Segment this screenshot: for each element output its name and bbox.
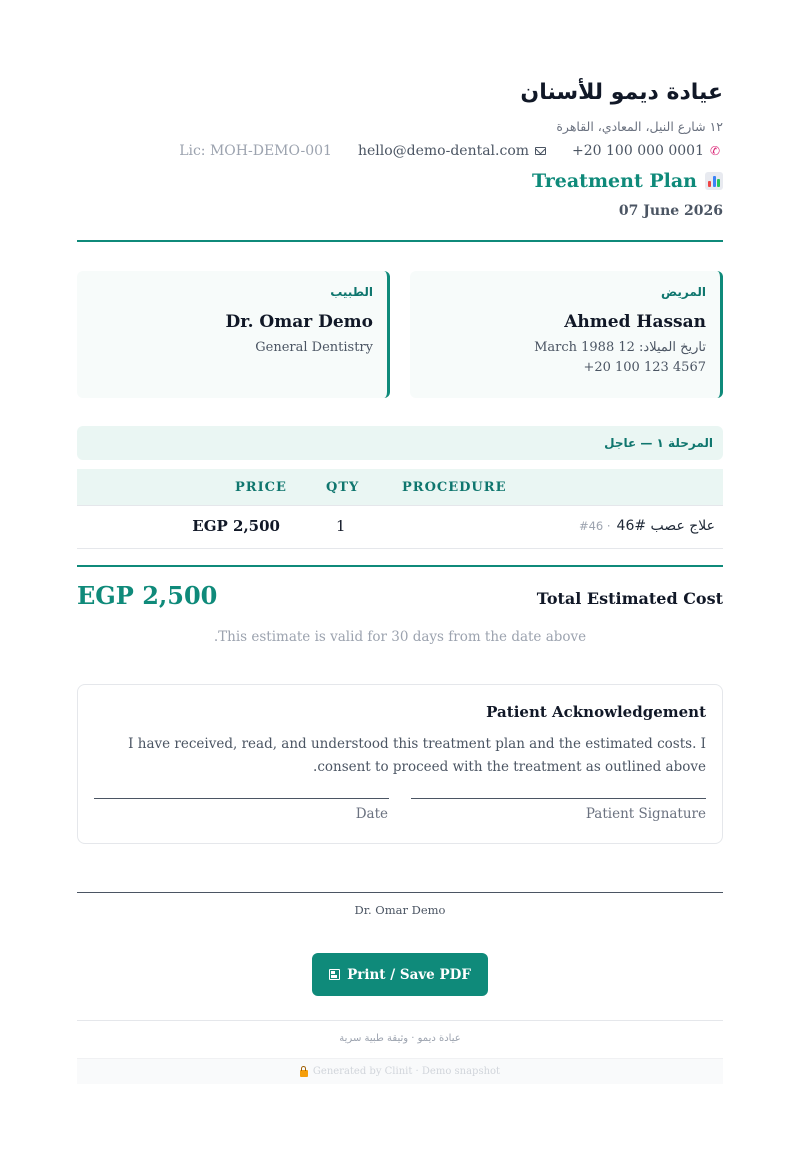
patient-signature-label: Patient Signature <box>585 806 706 822</box>
table-header <box>77 469 723 506</box>
clinic-email <box>358 143 546 159</box>
patient-dob: تاريخ الميلاد: 12 March 1988 <box>534 340 706 355</box>
patient-signature-line[interactable] <box>411 798 706 799</box>
doctor-signature-name: Dr. Omar Demo <box>354 903 446 917</box>
phase-header: المرحلة ١ — عاجل <box>77 426 723 460</box>
acknowledgement-title: Patient Acknowledgement <box>486 703 706 721</box>
patient-card <box>410 271 723 398</box>
doctor-signature-line <box>77 892 723 893</box>
header-divider <box>77 240 723 242</box>
doctor-label: الطبيب <box>330 285 373 299</box>
acknowledgement-box <box>77 684 723 844</box>
total-label: Total Estimated Cost <box>536 589 723 608</box>
patient-phone: +20 100 123 4567 <box>583 360 706 375</box>
clinic-contact-row <box>179 141 723 161</box>
floppy-disk-icon <box>329 969 340 980</box>
print-save-pdf-button[interactable] <box>312 953 488 996</box>
clinic-license-text: Lic: MOH-DEMO-001 <box>179 143 332 159</box>
qty-cell: 1 <box>336 517 346 535</box>
total-divider <box>77 565 723 567</box>
document-date: 07 June 2026 <box>618 203 723 219</box>
phone-icon: ✆ <box>710 143 721 158</box>
mail-icon <box>535 147 546 155</box>
generated-by-text: Generated by Clinit · Demo snapshot <box>312 1065 501 1077</box>
total-amount: EGP 2,500 <box>77 581 218 610</box>
clinic-phone-text: +20 100 000 0001 <box>572 143 704 159</box>
column-header-procedure: PROCEDURE <box>402 480 507 495</box>
acknowledgement-text: I have received, read, and understood this treatment plan and the estimated costs. I consent to proceed with the treatment as outlined above. <box>128 736 706 775</box>
patient-label: المريض <box>660 285 706 299</box>
validity-note: This estimate is valid for 30 days from the date above. <box>213 629 587 645</box>
clinic-license <box>179 143 332 159</box>
document-title <box>532 170 723 192</box>
procedure-tooth: · #46 <box>578 519 611 533</box>
date-label: Date <box>355 806 388 822</box>
table-row <box>77 506 723 549</box>
footer-divider <box>77 1020 723 1021</box>
date-signature-line[interactable] <box>94 798 389 799</box>
clinic-phone <box>572 143 723 159</box>
lock-icon <box>300 1070 308 1077</box>
doctor-specialty: General Dentistry <box>255 340 373 355</box>
doctor-card <box>77 271 390 398</box>
clinic-address: ١٢ شارع النيل، المعادي، القاهرة <box>556 119 723 134</box>
footer-confidential-note: عيادة ديمو · وثيقة طبية سرية <box>339 1033 461 1044</box>
column-header-price: PRICE <box>235 480 287 495</box>
procedure-cell <box>579 506 715 546</box>
column-header-qty: QTY <box>326 480 360 495</box>
document-title-text: Treatment Plan <box>532 170 697 192</box>
bar-chart-icon <box>705 172 723 190</box>
generated-by-bar <box>77 1058 723 1084</box>
procedure-name: علاج عصب #46 <box>616 518 715 534</box>
clinic-name: عيادة ديمو للأسنان <box>520 80 723 105</box>
clinic-email-text: hello@demo-dental.com <box>357 143 530 159</box>
patient-name: Ahmed Hassan <box>564 312 706 332</box>
price-cell: EGP 2,500 <box>192 517 280 535</box>
print-button-label: Print / Save PDF <box>347 966 471 983</box>
doctor-name: Dr. Omar Demo <box>225 312 373 332</box>
treatment-plan-document <box>77 0 723 1160</box>
